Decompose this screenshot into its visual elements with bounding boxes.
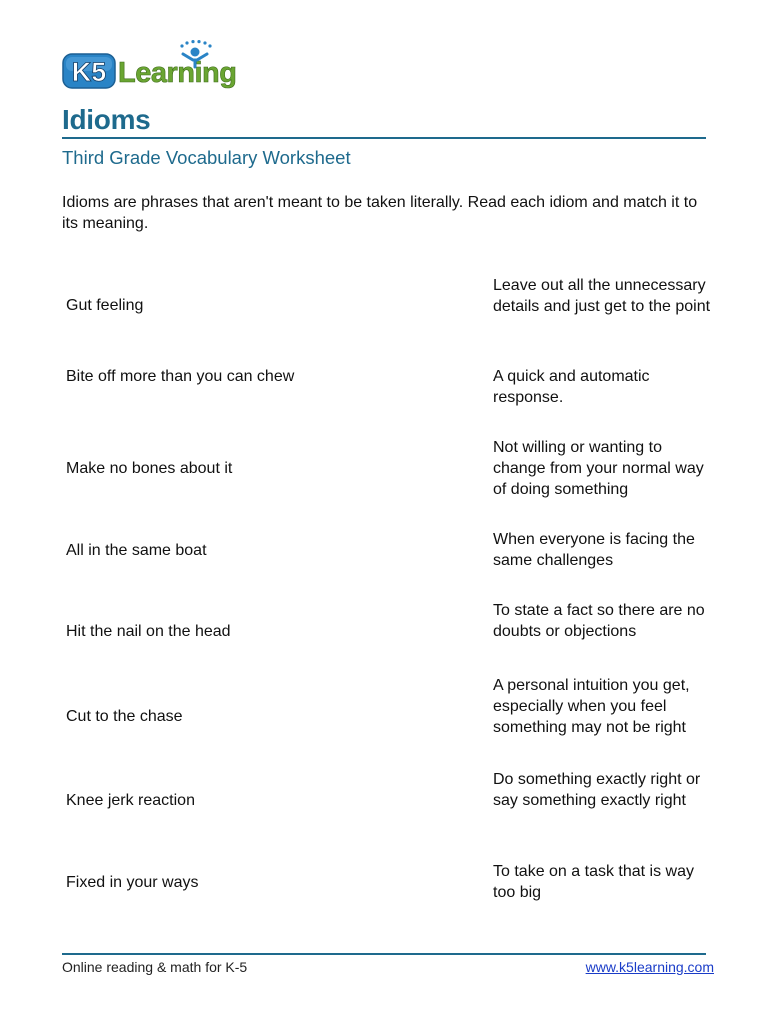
idiom-item: All in the same boat	[66, 542, 207, 559]
meaning-item: Not willing or wanting to change from your normal way of doing something	[493, 439, 704, 498]
meaning-item: A quick and automatic response.	[493, 368, 650, 406]
meaning-item: To take on a task that is way too big	[493, 863, 694, 901]
title-divider	[62, 137, 706, 139]
meaning-item: A personal intuition you get, especially when you feel something may not be right	[493, 677, 690, 736]
idiom-item: Bite off more than you can chew	[66, 368, 295, 385]
footer-tagline: Online reading & math for K-5	[62, 959, 248, 975]
footer-divider	[62, 953, 706, 955]
meaning-item: When everyone is facing the same challenges	[493, 531, 695, 569]
idiom-item: Cut to the chase	[66, 708, 183, 725]
k5-learning-logo	[62, 40, 252, 92]
idiom-item: Hit the nail on the head	[66, 623, 231, 640]
footer-website-link[interactable]: www.k5learning.com	[585, 959, 714, 975]
idiom-item: Fixed in your ways	[66, 874, 199, 891]
idiom-item: Gut feeling	[66, 297, 144, 314]
logo-learning-text: Learning	[118, 57, 237, 89]
page-subtitle: Third Grade Vocabulary Worksheet	[62, 147, 351, 168]
idiom-item: Knee jerk reaction	[66, 792, 195, 809]
logo-graphic	[62, 40, 252, 92]
idiom-item: Make no bones about it	[66, 460, 233, 477]
meaning-item: Do something exactly right or say something exactly right	[493, 771, 701, 809]
logo-stars-icon	[180, 40, 211, 48]
instructions-text: Idioms are phrases that aren't meant to be taken literally. Read each idiom and match it to its meaning.	[62, 194, 698, 232]
logo-k5-text: K5	[71, 57, 107, 87]
page-title: Idioms	[62, 104, 151, 135]
meaning-item: Leave out all the unnecessary details and just get to the point	[493, 277, 711, 315]
meaning-item: To state a fact so there are no doubts or objections	[493, 602, 705, 640]
